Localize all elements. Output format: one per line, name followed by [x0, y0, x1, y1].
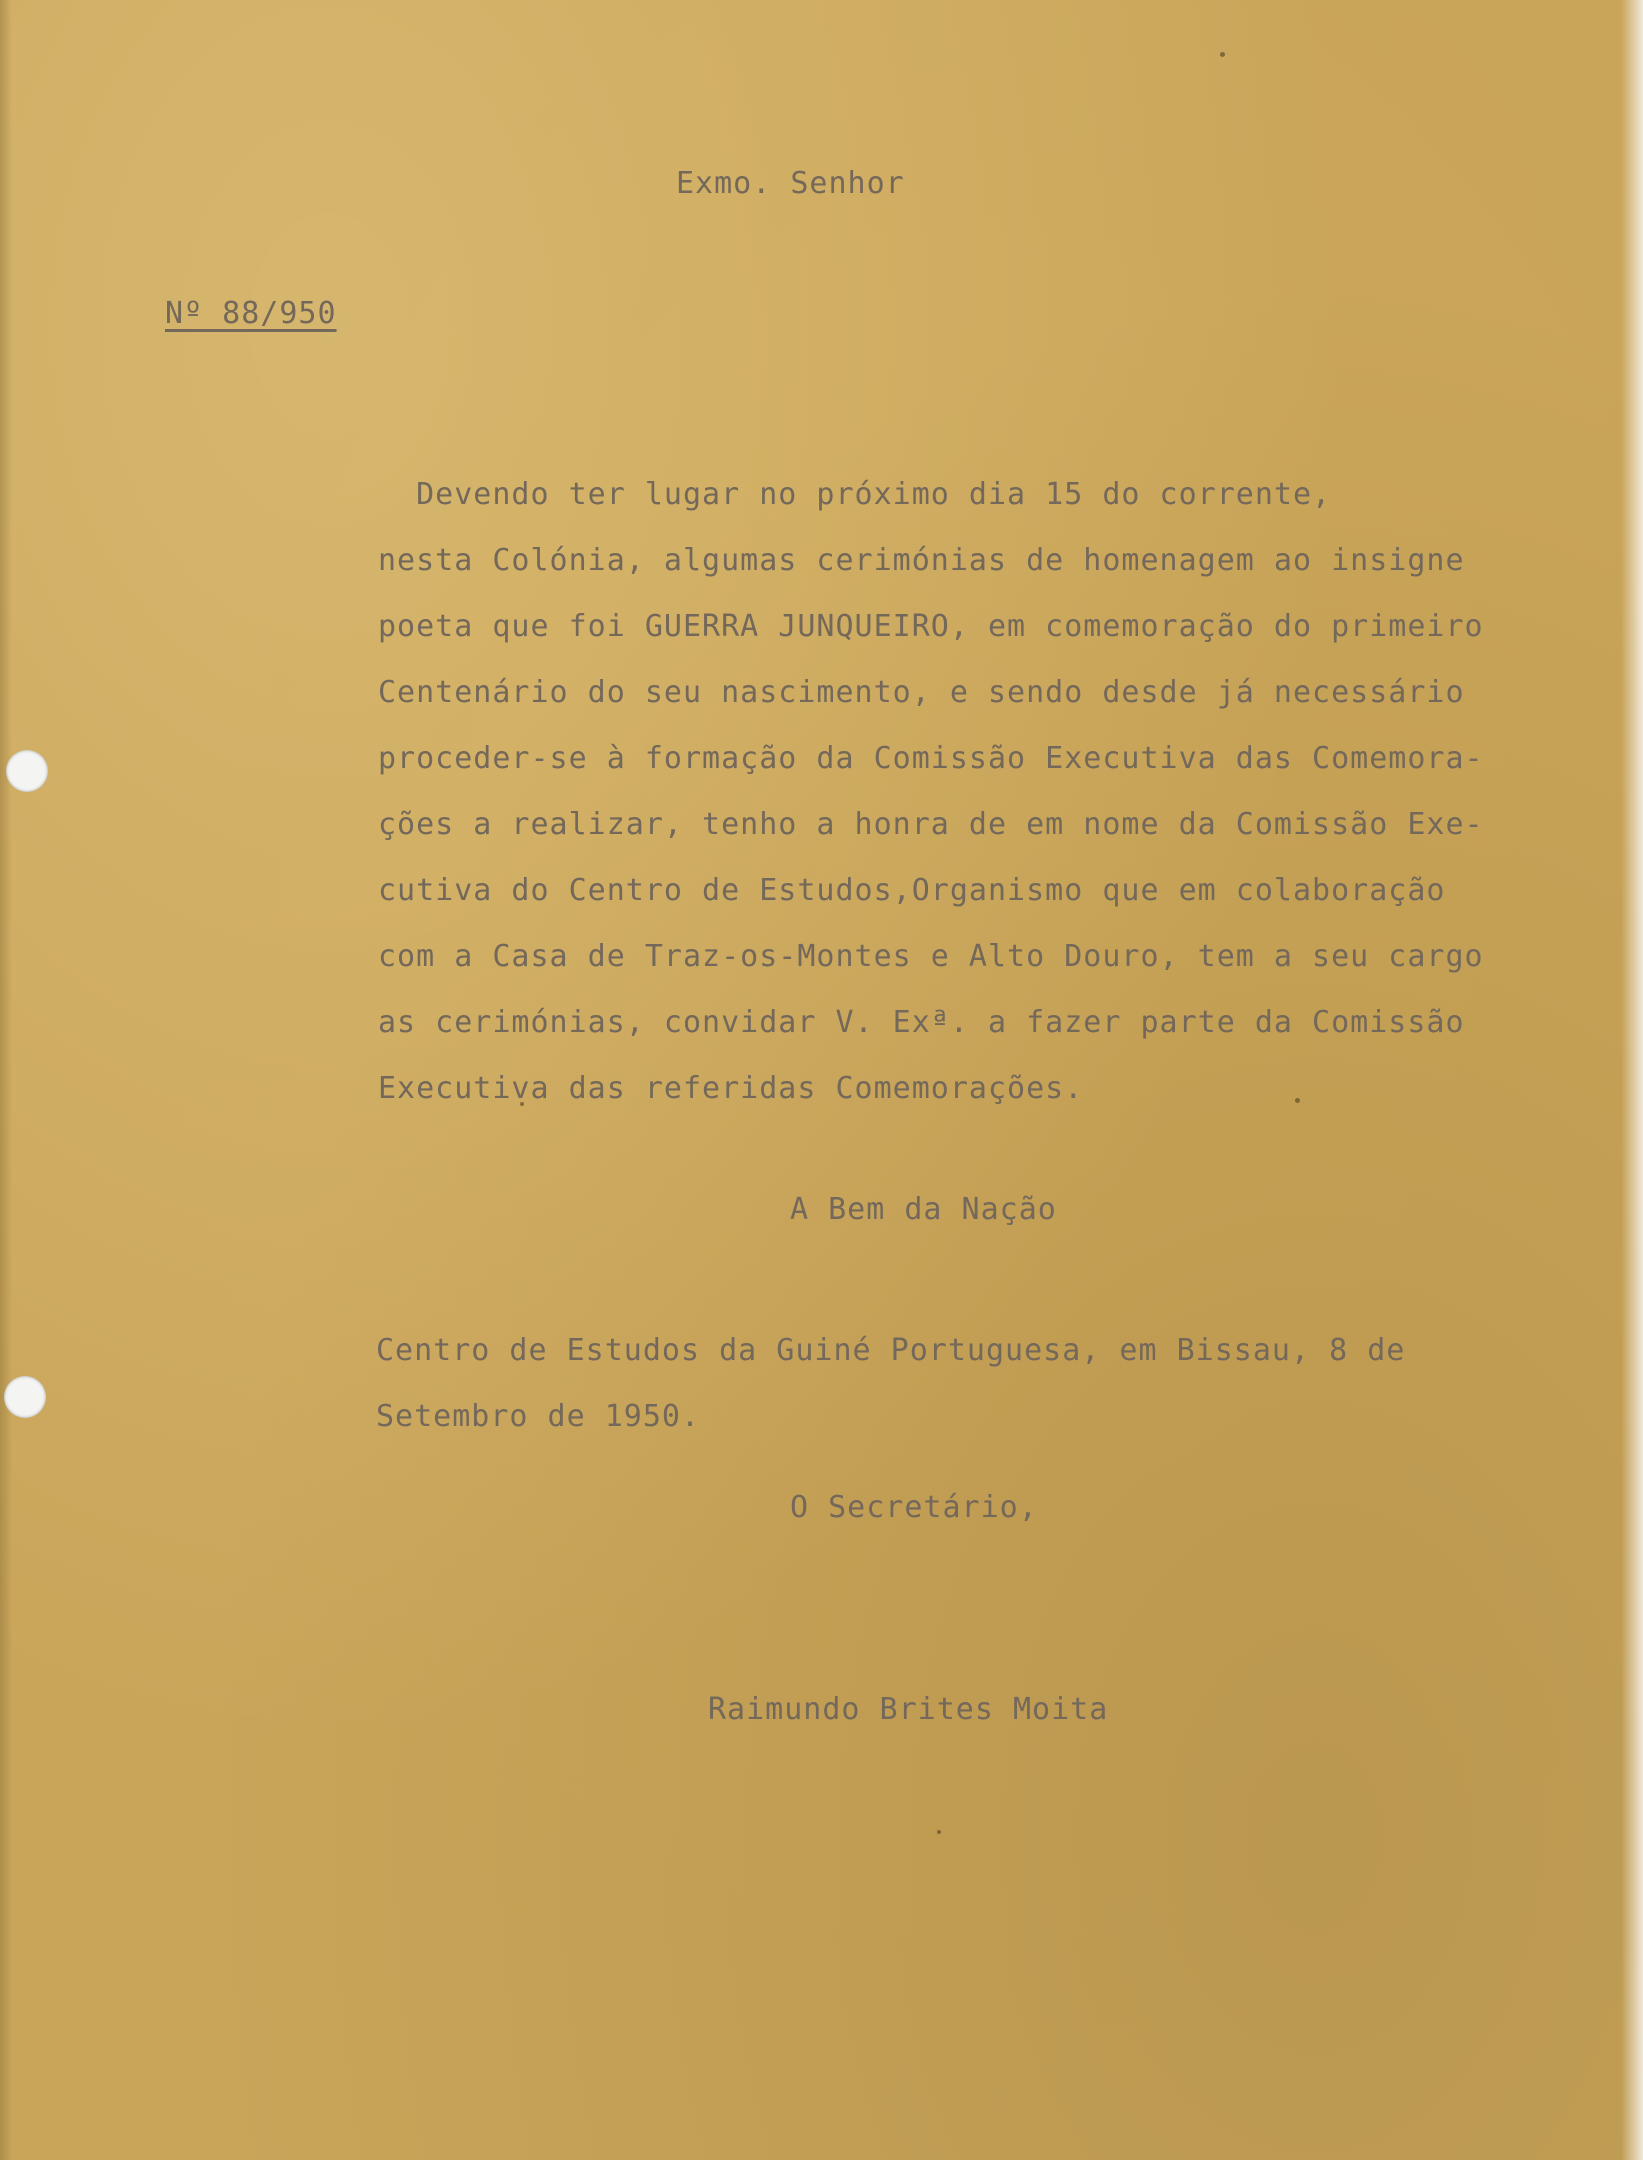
body-line: com a Casa de Traz-os-Montes e Alto Douro, tem a seu cargo: [378, 939, 1484, 974]
place-date-line: Centro de Estudos da Guiné Portuguesa, em Bissau, 8 de: [376, 1333, 1406, 1368]
body-line: cutiva do Centro de Estudos,Organismo que em colaboração: [378, 873, 1446, 908]
body-line: proceder-se à formação da Comissão Executiva das Comemora-: [378, 741, 1484, 776]
body-line: Devendo ter lugar no próximo dia 15 do corrente,: [378, 477, 1332, 512]
paper-speck: [937, 1830, 941, 1834]
reference-number: Nº 88/950: [165, 296, 337, 331]
closing-formula: A Bem da Nação: [790, 1192, 1057, 1227]
punch-hole-bottom: [4, 1376, 46, 1418]
letter-body: [378, 462, 1538, 1122]
salutation: Exmo. Senhor: [676, 166, 905, 201]
body-line: ções a realizar, tenho a honra de em nome da Comissão Exe-: [378, 807, 1484, 842]
body-line: Executiva das referidas Comemorações.: [378, 1071, 1084, 1106]
place-date-line: Setembro de 1950.: [376, 1399, 701, 1434]
paper-speck: [1220, 52, 1225, 57]
punch-hole-top: [6, 750, 48, 792]
place-and-date: [376, 1318, 1405, 1450]
body-line: poeta que foi GUERRA JUNQUEIRO, em comemoração do primeiro: [378, 609, 1484, 644]
paper-right-edge: [1621, 0, 1643, 2160]
paper-left-edge: [0, 0, 12, 2160]
signatory-name: Raimundo Brites Moita: [708, 1692, 1109, 1727]
body-line: Centenário do seu nascimento, e sendo desde já necessário: [378, 675, 1465, 710]
body-line: nesta Colónia, algumas cerimónias de homenagem ao insigne: [378, 543, 1465, 578]
signature-role: O Secretário,: [790, 1490, 1038, 1525]
body-line: as cerimónias, convidar V. Exª. a fazer parte da Comissão: [378, 1005, 1465, 1040]
